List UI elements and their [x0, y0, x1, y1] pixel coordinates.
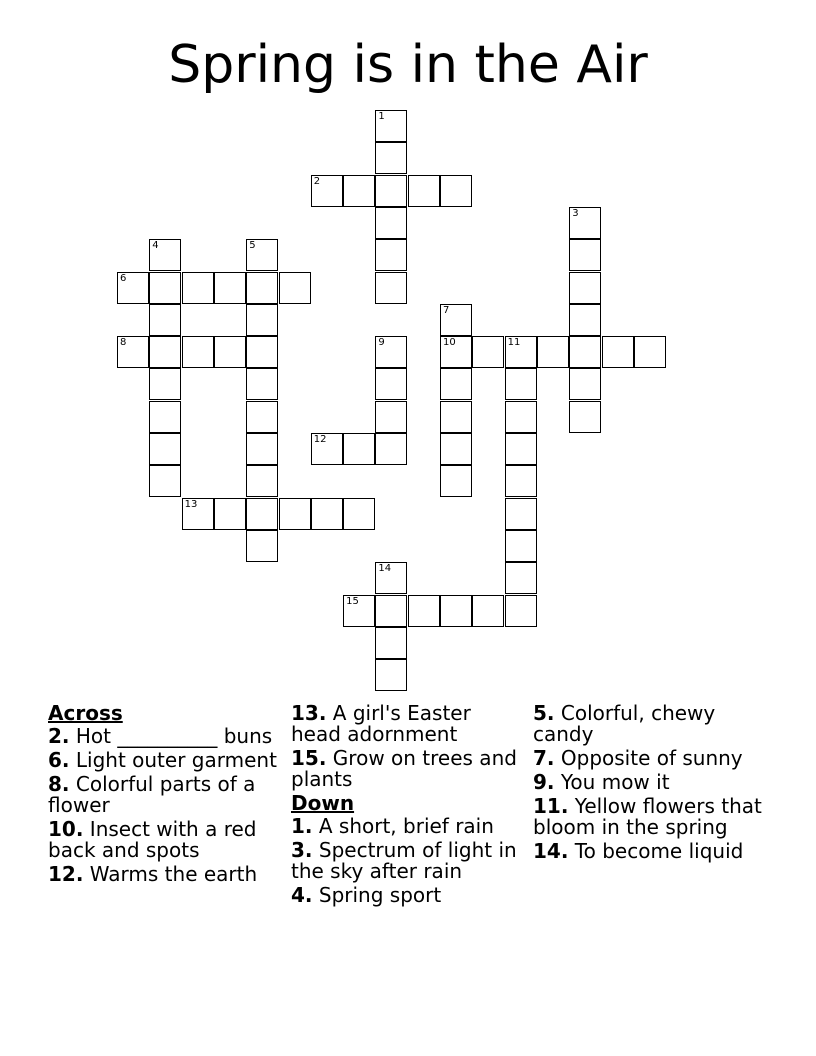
grid-cell[interactable]: [375, 207, 407, 239]
grid-cell[interactable]: [246, 401, 278, 433]
cell-number: 11: [507, 337, 521, 349]
clue-down-7: 7. Opposite of sunny: [533, 746, 743, 770]
across-heading: Across: [48, 701, 123, 725]
grid-cell[interactable]: [440, 595, 472, 627]
grid-cell[interactable]: [505, 433, 537, 465]
cell-number: 4: [152, 240, 159, 252]
grid-cell[interactable]: [182, 272, 214, 304]
grid-cell[interactable]: [440, 465, 472, 497]
grid-cell[interactable]: [311, 433, 343, 465]
grid-cell[interactable]: [375, 175, 407, 207]
clue-across-6: 6. Light outer garment: [48, 748, 277, 772]
grid-cell[interactable]: [569, 401, 601, 433]
grid-cell[interactable]: [505, 336, 537, 368]
page-title: Spring is in the Air: [168, 35, 648, 95]
clue-down-3: 3. Spectrum of light in the sky after rain: [291, 838, 517, 883]
grid-cell[interactable]: [569, 207, 601, 239]
cell-number: 13: [184, 498, 198, 510]
grid-cell[interactable]: [408, 595, 440, 627]
grid-cell[interactable]: [149, 401, 181, 433]
grid-cell[interactable]: [375, 368, 407, 400]
grid-cell[interactable]: [505, 498, 537, 530]
grid-cell[interactable]: [117, 272, 149, 304]
clue-down-9: 9. You mow it: [533, 770, 670, 794]
clue-down-5: 5. Colorful, chewy candy: [533, 701, 716, 746]
grid-cell[interactable]: [375, 595, 407, 627]
grid-cell[interactable]: [440, 304, 472, 336]
grid-cell[interactable]: [246, 304, 278, 336]
grid-cell[interactable]: [569, 336, 601, 368]
grid-cell[interactable]: [505, 530, 537, 562]
grid-cell[interactable]: [117, 336, 149, 368]
grid-cell[interactable]: [375, 627, 407, 659]
grid-cell[interactable]: [569, 239, 601, 271]
grid-cell[interactable]: [311, 175, 343, 207]
clue-across-2: 2. Hot __________ buns: [48, 724, 273, 748]
grid-cell[interactable]: [569, 272, 601, 304]
clue-down-1: 1. A short, brief rain: [291, 814, 494, 838]
grid-cell[interactable]: [569, 304, 601, 336]
grid-cell[interactable]: [440, 368, 472, 400]
grid-cell[interactable]: [149, 239, 181, 271]
clue-down-4: 4. Spring sport: [291, 883, 442, 907]
grid-cell[interactable]: [182, 336, 214, 368]
grid-cell[interactable]: [149, 433, 181, 465]
cell-number: 2: [313, 175, 321, 187]
clues-column-1: [48, 703, 280, 888]
grid-cell[interactable]: [375, 401, 407, 433]
grid-cell[interactable]: [375, 562, 407, 594]
clue-down-11: 11. Yellow flowers that bloom in the spring: [533, 794, 762, 839]
cell-number: 8: [120, 337, 127, 349]
grid-cell[interactable]: [375, 239, 407, 271]
grid-cell[interactable]: [149, 465, 181, 497]
grid-cell[interactable]: [149, 272, 181, 304]
grid-cell[interactable]: [149, 304, 181, 336]
grid-cell[interactable]: [408, 175, 440, 207]
grid-cell[interactable]: [311, 498, 343, 530]
grid-cell[interactable]: [375, 659, 407, 691]
cell-number: 15: [346, 595, 359, 607]
grid-cell[interactable]: [214, 272, 246, 304]
grid-cell[interactable]: [375, 142, 407, 174]
grid-cell[interactable]: [279, 272, 311, 304]
clue-across-13: 13. A girl's Easter head adornment: [291, 701, 471, 746]
grid-cell[interactable]: [149, 336, 181, 368]
grid-cell[interactable]: [214, 498, 246, 530]
grid-cell[interactable]: [246, 368, 278, 400]
grid-cell[interactable]: [472, 595, 504, 627]
grid-cell[interactable]: [634, 336, 666, 368]
grid-cell[interactable]: [343, 433, 375, 465]
clue-across-15: 15. Grow on trees and plants: [291, 746, 517, 791]
clue-across-10: 10. Insect with a red back and spots: [48, 817, 257, 862]
grid-cell[interactable]: [537, 336, 569, 368]
grid-cell[interactable]: [505, 562, 537, 594]
grid-cell[interactable]: [246, 465, 278, 497]
cell-number: 10: [443, 337, 456, 349]
grid-cell[interactable]: [440, 433, 472, 465]
grid-cell[interactable]: [569, 368, 601, 400]
down-heading: Down: [291, 791, 355, 815]
cell-number: 14: [378, 563, 392, 575]
grid-cell[interactable]: [246, 433, 278, 465]
grid-cell[interactable]: [149, 368, 181, 400]
grid-cell[interactable]: [343, 595, 375, 627]
cell-number: 9: [378, 337, 385, 349]
grid-cell[interactable]: [440, 401, 472, 433]
grid-cell[interactable]: [472, 336, 504, 368]
grid-cell[interactable]: [246, 239, 278, 271]
cell-number: 5: [249, 240, 256, 252]
cell-number: 7: [443, 304, 450, 316]
grid-cell[interactable]: [602, 336, 634, 368]
grid-cell[interactable]: [246, 530, 278, 562]
clue-across-8: 8. Colorful parts of a flower: [48, 772, 256, 817]
clues-column-2: [291, 703, 523, 909]
clues-column-3: [533, 703, 765, 865]
grid-cell[interactable]: [343, 175, 375, 207]
grid-cell[interactable]: [375, 110, 407, 142]
grid-cell[interactable]: [505, 368, 537, 400]
grid-cell[interactable]: [505, 595, 537, 627]
grid-cell[interactable]: [343, 498, 375, 530]
grid-cell[interactable]: [375, 272, 407, 304]
grid-cell[interactable]: [246, 272, 278, 304]
cell-number: 6: [120, 272, 127, 284]
grid-cell[interactable]: [246, 336, 278, 368]
grid-cell[interactable]: [440, 175, 472, 207]
grid-cell[interactable]: [375, 336, 407, 368]
grid-cell[interactable]: [182, 498, 214, 530]
clue-across-12: 12. Warms the earth: [48, 862, 258, 886]
cell-number: 1: [378, 111, 385, 122]
cell-number: 3: [572, 207, 579, 219]
cell-number: 12: [313, 434, 327, 445]
grid-cell[interactable]: [505, 401, 537, 433]
grid-cell[interactable]: [246, 498, 278, 530]
grid-cell[interactable]: [440, 336, 472, 368]
grid-cell[interactable]: [279, 498, 311, 530]
clue-down-14: 14. To become liquid: [533, 839, 744, 863]
crossword-grid: [117, 110, 667, 692]
grid-cell[interactable]: [375, 433, 407, 465]
grid-cell[interactable]: [505, 465, 537, 497]
grid-cell[interactable]: [214, 336, 246, 368]
